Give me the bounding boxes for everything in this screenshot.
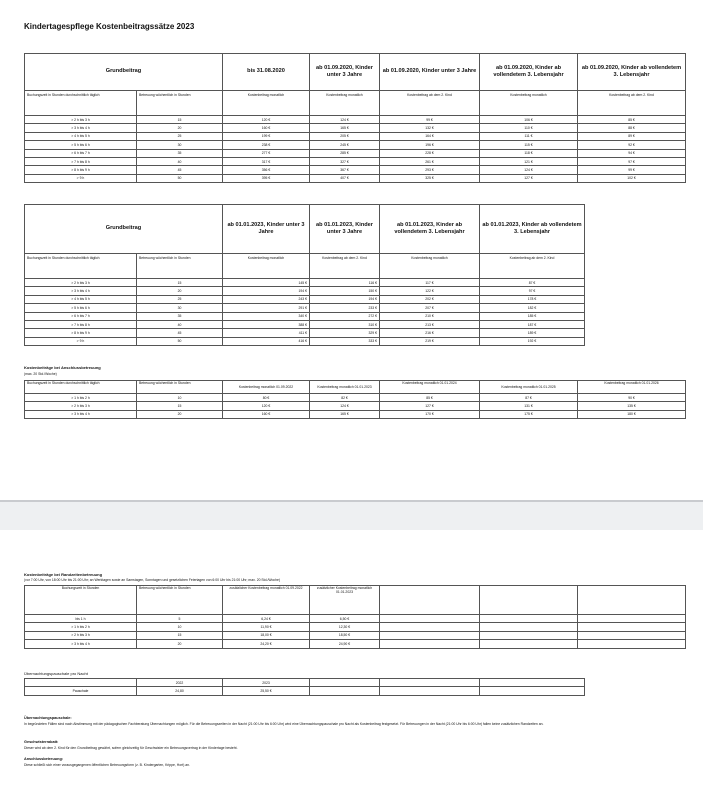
note-text: Diese schließt sich einer vorausgegangenen öffentlichen Betreuungsform (z. B. Kindergarten, Krippe, Hort) an. <box>24 763 190 767</box>
cell: 127 € <box>480 174 578 182</box>
cell: 317 € <box>223 157 310 165</box>
table-row <box>25 312 585 320</box>
cell: 277 € <box>223 149 310 157</box>
cell: 388 € <box>223 320 310 328</box>
cell: 115 € <box>480 141 578 149</box>
column-header: zusätzlicher Kostenbeitrag monatlich 01.09.2022 <box>223 586 310 615</box>
cell: 407 € <box>310 174 380 182</box>
cell: 40 <box>137 157 223 165</box>
cell: 165 € <box>310 124 380 132</box>
cell: 25,50 € <box>223 687 310 695</box>
cell <box>380 631 480 639</box>
table-row <box>25 287 585 295</box>
table-row <box>25 279 585 287</box>
cell <box>480 687 585 695</box>
cell: 202 € <box>380 295 480 303</box>
cell: 291 € <box>223 304 310 312</box>
column-header <box>380 679 480 687</box>
cell: 192 € <box>480 337 585 345</box>
cell: 24,90 € <box>310 640 380 648</box>
cell: 20 <box>137 124 223 132</box>
cell: 20 <box>137 410 223 418</box>
cell: > 2 h bis 3 h <box>25 279 137 287</box>
cell: 124 € <box>310 116 380 124</box>
cell: 293 € <box>380 166 480 174</box>
column-header: ab 01.01.2023, Kinder unter 3 Jahre <box>223 205 310 254</box>
cell: 329 € <box>310 329 380 337</box>
anschluss-section-title: Kostenbeiträge bei Anschlussbetreuung <box>24 365 101 370</box>
cell <box>480 623 578 631</box>
cell: 24,20 € <box>223 640 310 648</box>
cell: 182 € <box>480 304 585 312</box>
table-row <box>25 623 686 631</box>
cell: 80 € <box>223 394 310 402</box>
uebernachtung-table <box>24 678 585 696</box>
cell: 24,80 <box>137 687 223 695</box>
cell: > 3 h bis 4 h <box>25 124 137 132</box>
cell: > 6 h bis 7 h <box>25 312 137 320</box>
cell <box>310 687 380 695</box>
cell: 87 € <box>480 394 578 402</box>
table-row <box>25 149 686 157</box>
cell: > 3 h bis 4 h <box>25 640 137 648</box>
cell: 18,00 € <box>223 631 310 639</box>
cell: 15 <box>137 279 223 287</box>
cell: > 8 h bis 9 h <box>25 166 137 174</box>
cell: 25 <box>137 132 223 140</box>
column-header: ab 01.09.2020, Kinder unter 3 Jahre <box>380 54 480 91</box>
page-separator <box>0 500 703 530</box>
table-row <box>25 304 585 312</box>
table-row <box>25 687 585 695</box>
cell: 150 € <box>310 287 380 295</box>
cell: > 8 h bis 9 h <box>25 329 137 337</box>
cell: 10 <box>137 394 223 402</box>
column-header <box>480 679 585 687</box>
table-row <box>25 166 686 174</box>
cell: 194 € <box>223 287 310 295</box>
cell: 411 € <box>223 329 310 337</box>
cell: 97 € <box>480 287 585 295</box>
subheader: Kostenbeitrag monatlich <box>223 254 310 279</box>
column-header: ab 01.09.2020, Kinder ab vollendetem 3. Lebensjahr <box>578 54 686 91</box>
cell <box>380 623 480 631</box>
cell: 245 € <box>310 141 380 149</box>
cell: 233 € <box>310 304 380 312</box>
cell <box>578 615 686 623</box>
cell <box>578 631 686 639</box>
cell <box>480 631 578 639</box>
cell <box>480 640 578 648</box>
cell <box>380 687 480 695</box>
cell: 210 € <box>380 312 480 320</box>
table-row <box>25 124 686 132</box>
column-header <box>25 679 137 687</box>
cell: 178 € <box>480 295 585 303</box>
cell: 87 € <box>480 279 585 287</box>
cell: Pauschale <box>25 687 137 695</box>
note-text: In begründeten Fällen sind nach Abstimmung mit der pädagogischen Fachberatung Übernachtungen möglich. Für die Betreuungszeiten in der Nacht (21:00 Uhr bis 6:00 Uhr) wird eine Übernachtungspauschale pro Nacht als Kostenbeitrag festgesetzt. Für Betreuungen in der Nacht (21:00 Uhr bis 6:00 Uhr) fallen keine zusätzlichen Randzeiten an. <box>24 722 544 726</box>
cell: bis 1 h <box>25 615 137 623</box>
note-heading: Geschwisterrabatt: <box>24 740 59 744</box>
cell: 132 € <box>380 124 480 132</box>
subheader: Kostenbeitrag monatlich <box>380 254 480 279</box>
cell: 90 € <box>578 394 686 402</box>
cell: 45 <box>137 329 223 337</box>
cell: 5 <box>137 615 223 623</box>
cell: 160 € <box>223 410 310 418</box>
cell: > 3 h bis 4 h <box>25 410 137 418</box>
cell: 395 € <box>223 174 310 182</box>
cell: 333 € <box>310 337 380 345</box>
cell: 124 € <box>480 166 578 174</box>
cell: > 4 h bis 5 h <box>25 132 137 140</box>
cell: 122 € <box>380 287 480 295</box>
cell: 94 € <box>578 149 686 157</box>
cell: 228 € <box>380 149 480 157</box>
cell: 118 € <box>480 149 578 157</box>
subheader: Kostenbeitrag ab dem 2. Kind <box>480 254 585 279</box>
subheader: Betreuung wöchentlich in Stunden <box>137 254 223 279</box>
table-row <box>25 410 686 418</box>
cell: 325 € <box>380 174 480 182</box>
note-text: Dieser wird ab dem 2. Kind für den Grundbeitrag gewährt, sofern gleichzeitig für Geschwister ein Betreuungsvertrag in der Kindertage besteht. <box>24 746 238 750</box>
cell: > 5 h bis 6 h <box>25 141 137 149</box>
column-header: Betreuung wöchentlich in Stunden <box>137 586 223 615</box>
cell: 89 € <box>578 132 686 140</box>
note-heading: Anschlussbetreuung: <box>24 757 64 761</box>
cell: 20 <box>137 287 223 295</box>
column-header: ab 01.01.2023, Kinder ab vollendetem 3. Lebensjahr <box>480 205 585 254</box>
subheader: Buchungszeit in Stunden durchschnittlich täglich <box>25 91 137 116</box>
grundbeitrag-2020-table <box>24 53 686 183</box>
cell: 117 € <box>380 279 480 287</box>
cell: 106 € <box>480 116 578 124</box>
cell: 85 € <box>380 394 480 402</box>
cell: 92 € <box>578 141 686 149</box>
cell: 15 <box>137 402 223 410</box>
cell: 127 € <box>380 402 480 410</box>
uebernachtung-section-title: Übernachtungspauschale pro Nacht <box>24 671 88 676</box>
subheader: Betreuung wöchentlich in Stunden <box>137 91 223 116</box>
table-row <box>25 329 585 337</box>
cell: 199 € <box>223 132 310 140</box>
cell: 88 € <box>578 124 686 132</box>
cell: 102 € <box>578 174 686 182</box>
cell <box>480 615 578 623</box>
anschluss-section-subtitle: (max. 20 Std./Woche) <box>24 372 57 376</box>
cell: 124 € <box>310 402 380 410</box>
grundbeitrag-2023-table <box>24 204 585 346</box>
anschluss-table <box>24 380 686 419</box>
cell: > 9 h <box>25 337 137 345</box>
cell: 15 <box>137 116 223 124</box>
table-row <box>25 174 686 182</box>
cell: 85 € <box>578 116 686 124</box>
cell: 40 <box>137 320 223 328</box>
cell: 216 € <box>380 329 480 337</box>
cell: 30 <box>137 304 223 312</box>
cell: > 7 h bis 8 h <box>25 320 137 328</box>
table-row <box>25 631 686 639</box>
cell: 327 € <box>310 157 380 165</box>
randzeiten-section-subtitle: (vor 7:00 Uhr, von 18:00 Uhr bis 21:00 Uhr; an Werktagen sowie an Samstagen, Sonntagen und gesetzlichen Feiertagen von 6:00 Uhr bis 21:00 Uhr; max. 20 Std./Woche) <box>24 578 281 582</box>
cell: 45 <box>137 166 223 174</box>
cell: 164 € <box>380 132 480 140</box>
cell: 6,24 € <box>223 615 310 623</box>
column-header: ab 01.01.2023, Kinder unter 3 Jahre <box>310 205 380 254</box>
cell <box>578 623 686 631</box>
cell: 97 € <box>578 157 686 165</box>
cell: > 6 h bis 7 h <box>25 149 137 157</box>
cell: 145 € <box>223 279 310 287</box>
column-header: bis 31.08.2020 <box>223 54 310 91</box>
cell <box>380 615 480 623</box>
column-header: ab 01.09.2020, Kinder unter 3 Jahre <box>310 54 380 91</box>
table-row <box>25 157 686 165</box>
cell: 30 <box>137 141 223 149</box>
cell: 185 € <box>480 312 585 320</box>
column-header: zusätzlicher Kostenbeitrag monatlich 01.01.2023 <box>310 586 380 615</box>
cell: 50 <box>137 174 223 182</box>
column-header: ab 01.09.2020, Kinder ab vollendetem 3. Lebensjahr <box>480 54 578 91</box>
cell: 213 € <box>380 320 480 328</box>
column-header: Kostenbeitrag monatlich 01.01.2024 <box>380 381 480 394</box>
table-row <box>25 116 686 124</box>
cell <box>578 640 686 648</box>
cell: 189 € <box>480 329 585 337</box>
column-header: Buchungszeit in Stunden durchschnittlich täglich <box>25 381 137 394</box>
column-header: Kostenbeitrag monatlich 01.09.2022 <box>223 381 310 394</box>
column-header <box>310 679 380 687</box>
subheader: Buchungszeit in Stunden durchschnittlich täglich <box>25 254 137 279</box>
randzeiten-table <box>24 585 686 649</box>
cell: 205 € <box>310 132 380 140</box>
cell: 194 € <box>310 295 380 303</box>
cell: 10 <box>137 623 223 631</box>
table-row <box>25 402 686 410</box>
cell: > 1 h bis 2 h <box>25 623 137 631</box>
cell: 131 € <box>480 402 578 410</box>
cell <box>380 640 480 648</box>
cell: 135 € <box>578 402 686 410</box>
cell: 50 <box>137 337 223 345</box>
column-header <box>480 586 578 615</box>
cell: 120 € <box>223 402 310 410</box>
subheader: Kostenbeitrag ab dem 2. Kind <box>380 91 480 116</box>
document-title: Kindertagespflege Kostenbeitragssätze 2023 <box>24 22 195 31</box>
cell: 243 € <box>223 295 310 303</box>
cell: 207 € <box>380 304 480 312</box>
cell: 180 € <box>578 410 686 418</box>
cell: 219 € <box>380 337 480 345</box>
cell: > 2 h bis 3 h <box>25 402 137 410</box>
cell: 18,50 € <box>310 631 380 639</box>
cell: 116 € <box>310 279 380 287</box>
column-header <box>380 586 480 615</box>
cell: 261 € <box>380 157 480 165</box>
cell: 238 € <box>223 141 310 149</box>
cell: > 2 h bis 3 h <box>25 631 137 639</box>
table-row <box>25 640 686 648</box>
cell: 340 € <box>223 312 310 320</box>
table-row <box>25 141 686 149</box>
cell: 35 <box>137 149 223 157</box>
column-header: 2022 <box>137 679 223 687</box>
cell: > 2 h bis 3 h <box>25 116 137 124</box>
subheader: Kostenbeitrag monatlich <box>310 91 380 116</box>
cell: > 1 h bis 2 h <box>25 394 137 402</box>
table-row <box>25 295 585 303</box>
column-header: Kostenbeitrag monatlich 01.01.2023 <box>310 381 380 394</box>
cell: 35 <box>137 312 223 320</box>
cell: > 3 h bis 4 h <box>25 287 137 295</box>
cell: > 7 h bis 8 h <box>25 157 137 165</box>
column-header: Kostenbeitrag monatlich 01.01.2026 <box>578 381 686 394</box>
table-row <box>25 337 585 345</box>
cell: 15 <box>137 631 223 639</box>
table-row <box>25 615 686 623</box>
cell: 165 € <box>310 410 380 418</box>
cell: 356 € <box>223 166 310 174</box>
cell: > 4 h bis 5 h <box>25 295 137 303</box>
subheader: Kostenbeitrag ab dem 2. Kind <box>578 91 686 116</box>
group-header: Grundbeitrag <box>25 205 223 254</box>
cell: 120 € <box>223 116 310 124</box>
cell: 12,30 € <box>310 623 380 631</box>
cell: 310 € <box>310 320 380 328</box>
cell: 20 <box>137 640 223 648</box>
column-header <box>578 586 686 615</box>
cell: 170 € <box>380 410 480 418</box>
cell: > 9 h <box>25 174 137 182</box>
column-header: Betreuung wöchentlich in Stunden <box>137 381 223 394</box>
column-header: ab 01.01.2023, Kinder ab vollendetem 3. Lebensjahr <box>380 205 480 254</box>
column-header: 2023 <box>223 679 310 687</box>
subheader: Kostenbeitrag monatlich <box>223 91 310 116</box>
cell: 367 € <box>310 166 380 174</box>
column-header: Kostenbeitrag monatlich 01.01.2025 <box>480 381 578 394</box>
randzeiten-section-title: Kostenbeiträge bei Randzeitenbetreuung <box>24 572 103 577</box>
cell: 187 € <box>480 320 585 328</box>
document-page-2 <box>0 530 703 800</box>
cell: 175 € <box>480 410 578 418</box>
cell: 110 € <box>480 124 578 132</box>
cell: 99 € <box>380 116 480 124</box>
note-heading: Übernachtungspauschale: <box>24 716 72 720</box>
table-row <box>25 132 686 140</box>
cell: 272 € <box>310 312 380 320</box>
column-header: Buchungszeit in Stunden <box>25 586 137 615</box>
cell: > 5 h bis 6 h <box>25 304 137 312</box>
cell: 285 € <box>310 149 380 157</box>
cell: 82 € <box>310 394 380 402</box>
cell: 160 € <box>223 124 310 132</box>
cell: 11,90 € <box>223 623 310 631</box>
cell: 25 <box>137 295 223 303</box>
cell: 6,50 € <box>310 615 380 623</box>
cell: 111 € <box>480 132 578 140</box>
cell: 99 € <box>578 166 686 174</box>
table-row <box>25 394 686 402</box>
table-row <box>25 320 585 328</box>
cell: 121 € <box>480 157 578 165</box>
group-header: Grundbeitrag <box>25 54 223 91</box>
cell: 416 € <box>223 337 310 345</box>
cell: 196 € <box>380 141 480 149</box>
subheader: Kostenbeitrag ab dem 2. Kind <box>310 254 380 279</box>
subheader: Kostenbeitrag monatlich <box>480 91 578 116</box>
